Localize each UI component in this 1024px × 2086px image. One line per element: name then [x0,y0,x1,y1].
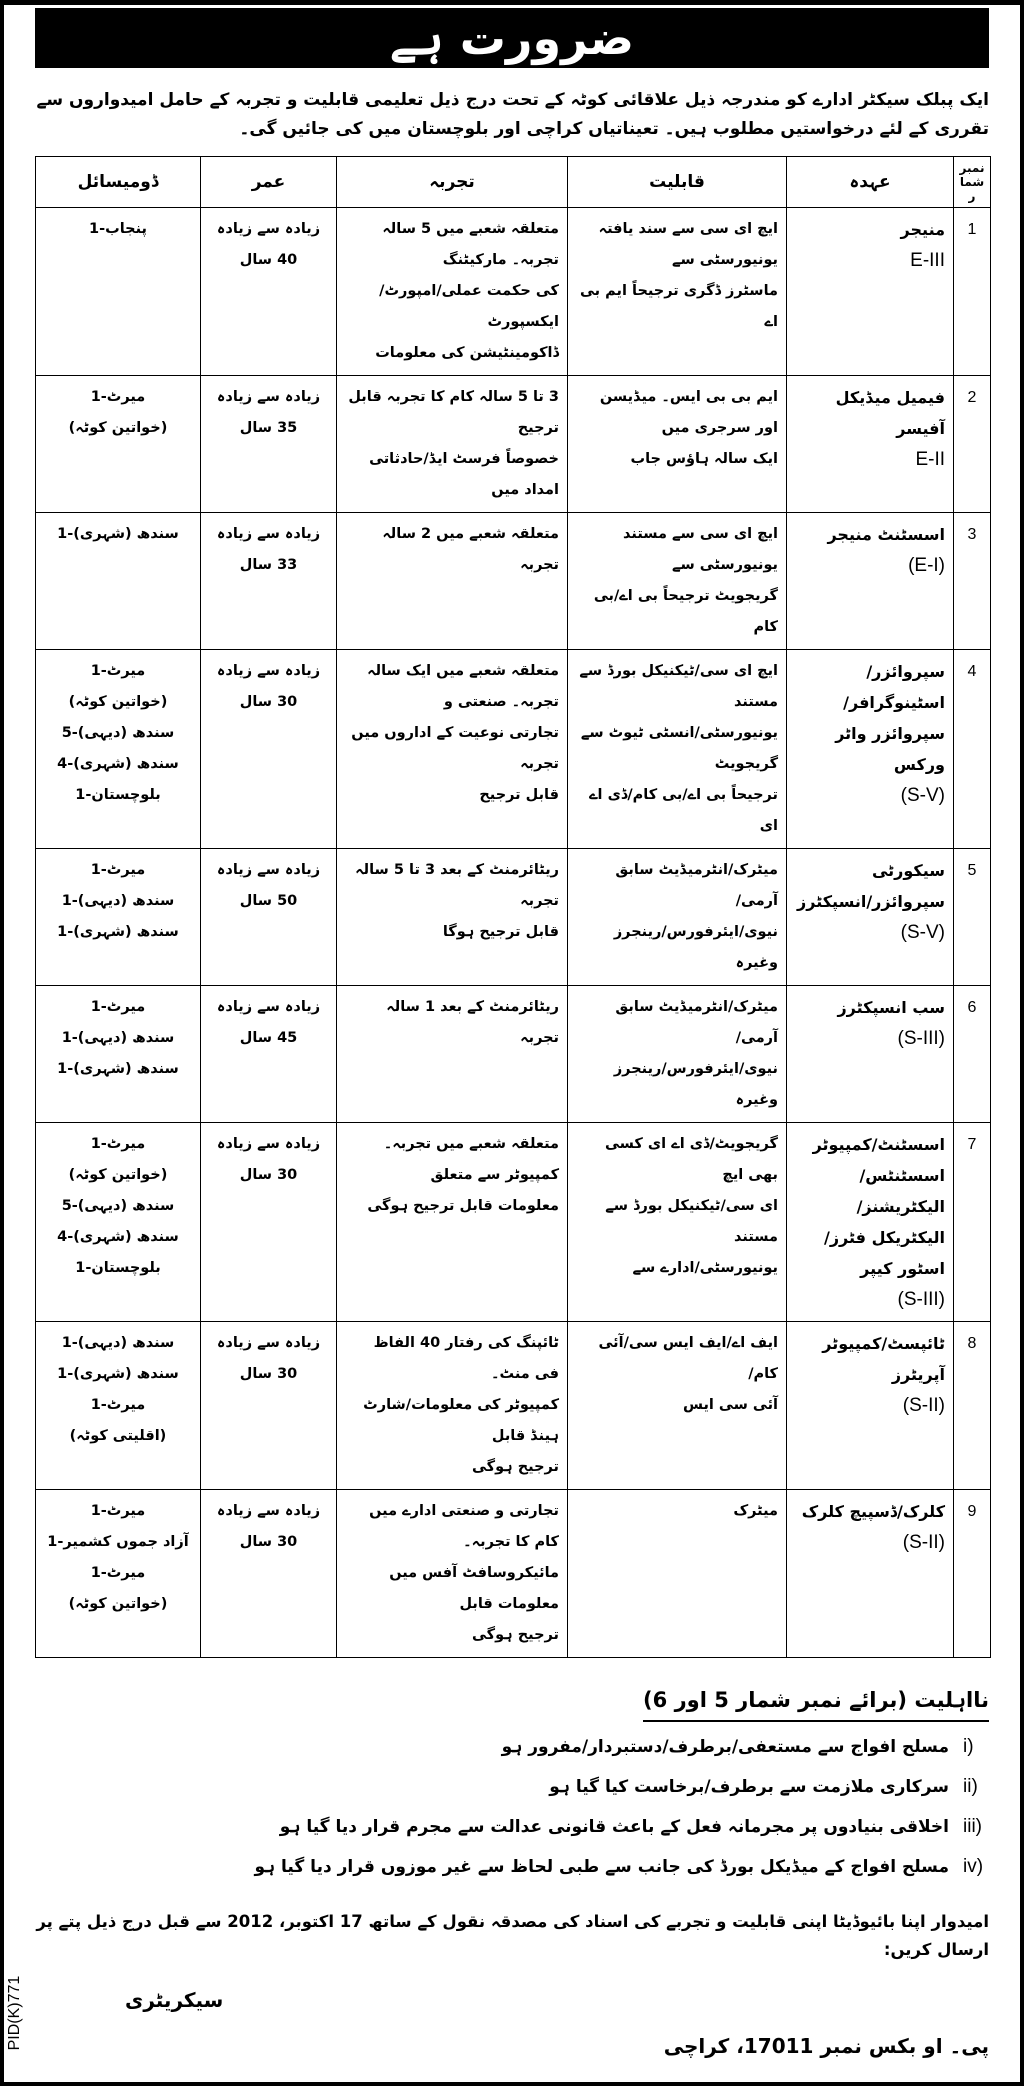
table-header-row [36,157,991,208]
cell-post [787,513,954,650]
cell-experience: متعلقہ شعبے میں 5 سالہ تجربہ۔ مارکیٹنگ کی حکمت عملی/امپورٹ/ایکسپورٹ ڈاکومینٹیشن کی معلومات [337,208,568,376]
cell-experience: 3 تا 5 سالہ کام کا تجربہ قابل ترجیح خصوصاً فرسٹ ایڈ/حادثاتی امداد میں [337,376,568,513]
cell-qualification: ایچ ای سی سے سند یافتہ یونیورسٹی سے ماسٹرز ڈگری ترجیحاً ایم بی اے [568,208,787,376]
cell-qualification: ایچ ای سی/ٹیکنیکل بورڈ سے مستند یونیورسٹی/انسٹی ٹیوٹ سے گریجویٹ ترجیحاً بی اے/بی کام/ڈی اے ای [568,650,787,849]
item-number: iv) [963,1856,984,1877]
item-number: i) [963,1736,974,1757]
cell-age: زیادہ سے زیادہ 30 سال [201,1123,337,1322]
post-grade: (E-I) [908,555,945,576]
cell-num: 6 [954,986,991,1123]
cell-age: زیادہ سے زیادہ 40 سال [201,208,337,376]
table-row [36,376,991,513]
item-number: iii) [963,1816,982,1837]
cell-age: زیادہ سے زیادہ 30 سال [201,1322,337,1490]
intro-text: ایک پبلک سیکٹر ادارے کو مندرجہ ذیل علاقائی کوٹہ کے تحت درج ذیل تعلیمی قابلیت و تجربہ کے حامل امیدواروں سے تقرری کے لئے درخواستیں مطلوب ہیں۔ تعیناتیاں کراچی اور بلوچستان میں کی جائیں گی۔ [36,90,989,139]
cell-age: زیادہ سے زیادہ 50 سال [201,849,337,986]
table-row [36,1490,991,1658]
header-qualification: قابلیت [568,157,787,208]
cell-domicile: سندھ (دیہی)-1 سندھ (شہری)-1 میرٹ-1 (اقلیتی کوٹہ) [36,1322,201,1490]
table-row [36,849,991,986]
cell-num: 8 [954,1322,991,1490]
cell-experience: متعلقہ شعبے میں تجربہ۔ کمپیوٹر سے متعلق معلومات قابل ترجیح ہوگی [337,1123,568,1322]
postal-address: پی۔ او بکس نمبر 17011، کراچی [663,2034,989,2058]
header-post: عہدہ [787,157,954,208]
cell-age: زیادہ سے زیادہ 35 سال [201,376,337,513]
application-instructions: امیدوار اپنا بائیوڈیٹا اپنی قابلیت و تجربے کی اسناد کی مصدقہ نقول کے ساتھ 17 اکتوبر، 2012 سے قبل درج ذیل پتے پر ارسال کریں: [36,1912,989,1959]
cell-qualification: ایف اے/ایف ایس سی/آئی کام/ آئی سی ایس [568,1322,787,1490]
cell-experience: ریٹائرمنٹ کے بعد 3 تا 5 سالہ تجربہ قابل ترجیح ہوگا [337,849,568,986]
disqualification-section [35,1684,989,1882]
cell-qualification: ایچ ای سی سے مستند یونیورسٹی سے گریجویٹ ترجیحاً بی اے/بی کام [568,513,787,650]
cell-experience: ٹائپنگ کی رفتار 40 الفاظ فی منٹ۔ کمپیوٹر کی معلومات/شارٹ ہینڈ قابل ترجیح ہوگی [337,1322,568,1490]
post-title: فیمیل میڈیکل آفیسر [835,388,945,438]
signatory: سیکریٹری [125,1988,224,2012]
header-domicile: ڈومیسائل [36,157,201,208]
post-title: منیجر [900,220,945,239]
post-grade: E-III [910,250,945,271]
cell-domicile: میرٹ-1 آزاد جموں کشمیر-1 میرٹ-1 (خواتین کوٹہ) [36,1490,201,1658]
cell-num: 7 [954,1123,991,1322]
cell-num: 9 [954,1490,991,1658]
signature-block [35,1984,989,2062]
cell-qualification: گریجویٹ/ڈی اے ای کسی بھی ایچ ای سی/ٹیکنیکل بورڈ سے مستند یونیورسٹی/ادارے سے [568,1123,787,1322]
post-title: سیکورٹی سپروائزر/انسپکٹرز [797,861,945,911]
cell-post [787,1490,954,1658]
post-grade: (S-V) [900,785,945,806]
cell-domicile: میرٹ-1 (خواتین کوٹہ) سندھ (دیہی)-5 سندھ (شہری)-4 بلوچستان-1 [36,1123,201,1322]
cell-age: زیادہ سے زیادہ 30 سال [201,1490,337,1658]
cell-qualification: میٹرک [568,1490,787,1658]
cell-domicile: سندھ (شہری)-1 [36,513,201,650]
item-number: ii) [963,1776,978,1797]
cell-num: 2 [954,376,991,513]
cell-domicile: میرٹ-1 (خواتین کوٹہ) [36,376,201,513]
table-row [36,986,991,1123]
table-row [36,513,991,650]
cell-num: 5 [954,849,991,986]
post-title: کلرک/ڈسپیچ کلرک [801,1502,945,1521]
disqualification-heading: نااہلیت (برائے نمبر شمار 5 اور 6) [643,1684,989,1722]
table-row [36,1322,991,1490]
cell-qualification: ایم بی بی ایس۔ میڈیسن اور سرجری میں ایک سالہ ہاؤس جاب [568,376,787,513]
pid-code: PID(K)771 [6,1975,23,2051]
cell-num: 3 [954,513,991,650]
cell-post [787,376,954,513]
post-grade: (S-V) [900,922,945,943]
table-row [36,1123,991,1322]
post-grade: (S-II) [902,1532,945,1553]
header-num: نمبر شمار [954,157,991,208]
cell-post [787,1322,954,1490]
cell-post [787,650,954,849]
post-title: سب انسپکٹرز [837,998,945,1017]
post-title: سپروائزر/اسٹینوگرافر/ سپروائزر واٹر ورکس [835,662,945,774]
disqualification-item [35,1812,989,1842]
cell-age: زیادہ سے زیادہ 33 سال [201,513,337,650]
cell-num: 1 [954,208,991,376]
table-row [36,650,991,849]
cell-age: زیادہ سے زیادہ 45 سال [201,986,337,1123]
cell-post [787,1123,954,1322]
cell-experience: متعلقہ شعبے میں ایک سالہ تجربہ۔ صنعتی و تجارتی نوعیت کے اداروں میں تجربہ قابل ترجیح [337,650,568,849]
post-title: اسسٹنٹ/کمپیوٹر اسسٹنٹس/الیکٹریشنز/ الیکٹریکل فٹرز/اسٹور کیپر [812,1135,945,1278]
disqualification-item [35,1852,989,1882]
cell-domicile: پنجاب-1 [36,208,201,376]
table-row [36,208,991,376]
post-grade: (S-III) [897,1289,945,1310]
cell-post [787,208,954,376]
post-title: ٹائپسٹ/کمپیوٹر آپریٹرز [822,1334,945,1384]
vacancies-table [35,156,991,1658]
item-text: اخلاقی بنیادوں پر مجرمانہ فعل کے باعث قانونی عدالت سے مجرم قرار دیا گیا ہو [279,1817,949,1837]
post-title: اسسٹنٹ منیجر [827,525,945,544]
post-grade: (S-II) [902,1395,945,1416]
cell-experience: ریٹائرمنٹ کے بعد 1 سالہ تجربہ [337,986,568,1123]
cell-age: زیادہ سے زیادہ 30 سال [201,650,337,849]
item-text: مسلح افواج سے مستعفی/برطرف/دستبردار/مفرور ہو [501,1737,949,1757]
disqualification-item [35,1772,989,1802]
cell-post [787,849,954,986]
cell-post [787,986,954,1123]
header-experience: تجربہ [337,157,568,208]
cell-qualification: میٹرک/انٹرمیڈیٹ سابق آرمی/ نیوی/ایئرفورس/رینجرز وغیرہ [568,986,787,1123]
disqualification-item [35,1732,989,1762]
header-age: عمر [201,157,337,208]
cell-domicile: میرٹ-1 سندھ (دیہی)-1 سندھ (شہری)-1 [36,986,201,1123]
cell-domicile: میرٹ-1 (خواتین کوٹہ) سندھ (دیہی)-5 سندھ (شہری)-4 بلوچستان-1 [36,650,201,849]
cell-qualification: میٹرک/انٹرمیڈیٹ سابق آرمی/ نیوی/ایئرفورس/رینجرز وغیرہ [568,849,787,986]
cell-domicile: میرٹ-1 سندھ (دیہی)-1 سندھ (شہری)-1 [36,849,201,986]
item-text: مسلح افواج کے میڈیکل بورڈ کی جانب سے طبی لحاظ سے غیر موزوں قرار دیا گیا ہو [254,1857,949,1877]
cell-experience: تجارتی و صنعتی ادارے میں کام کا تجربہ۔ مائیکروسافٹ آفس میں معلومات قابل ترجیح ہوگی [337,1490,568,1658]
ad-title: ضرورت ہے [35,8,989,68]
cell-num: 4 [954,650,991,849]
cell-experience: متعلقہ شعبے میں 2 سالہ تجربہ [337,513,568,650]
post-grade: E-II [915,449,945,470]
item-text: سرکاری ملازمت سے برطرف/برخاست کیا گیا ہو [549,1777,949,1797]
post-grade: (S-III) [897,1028,945,1049]
